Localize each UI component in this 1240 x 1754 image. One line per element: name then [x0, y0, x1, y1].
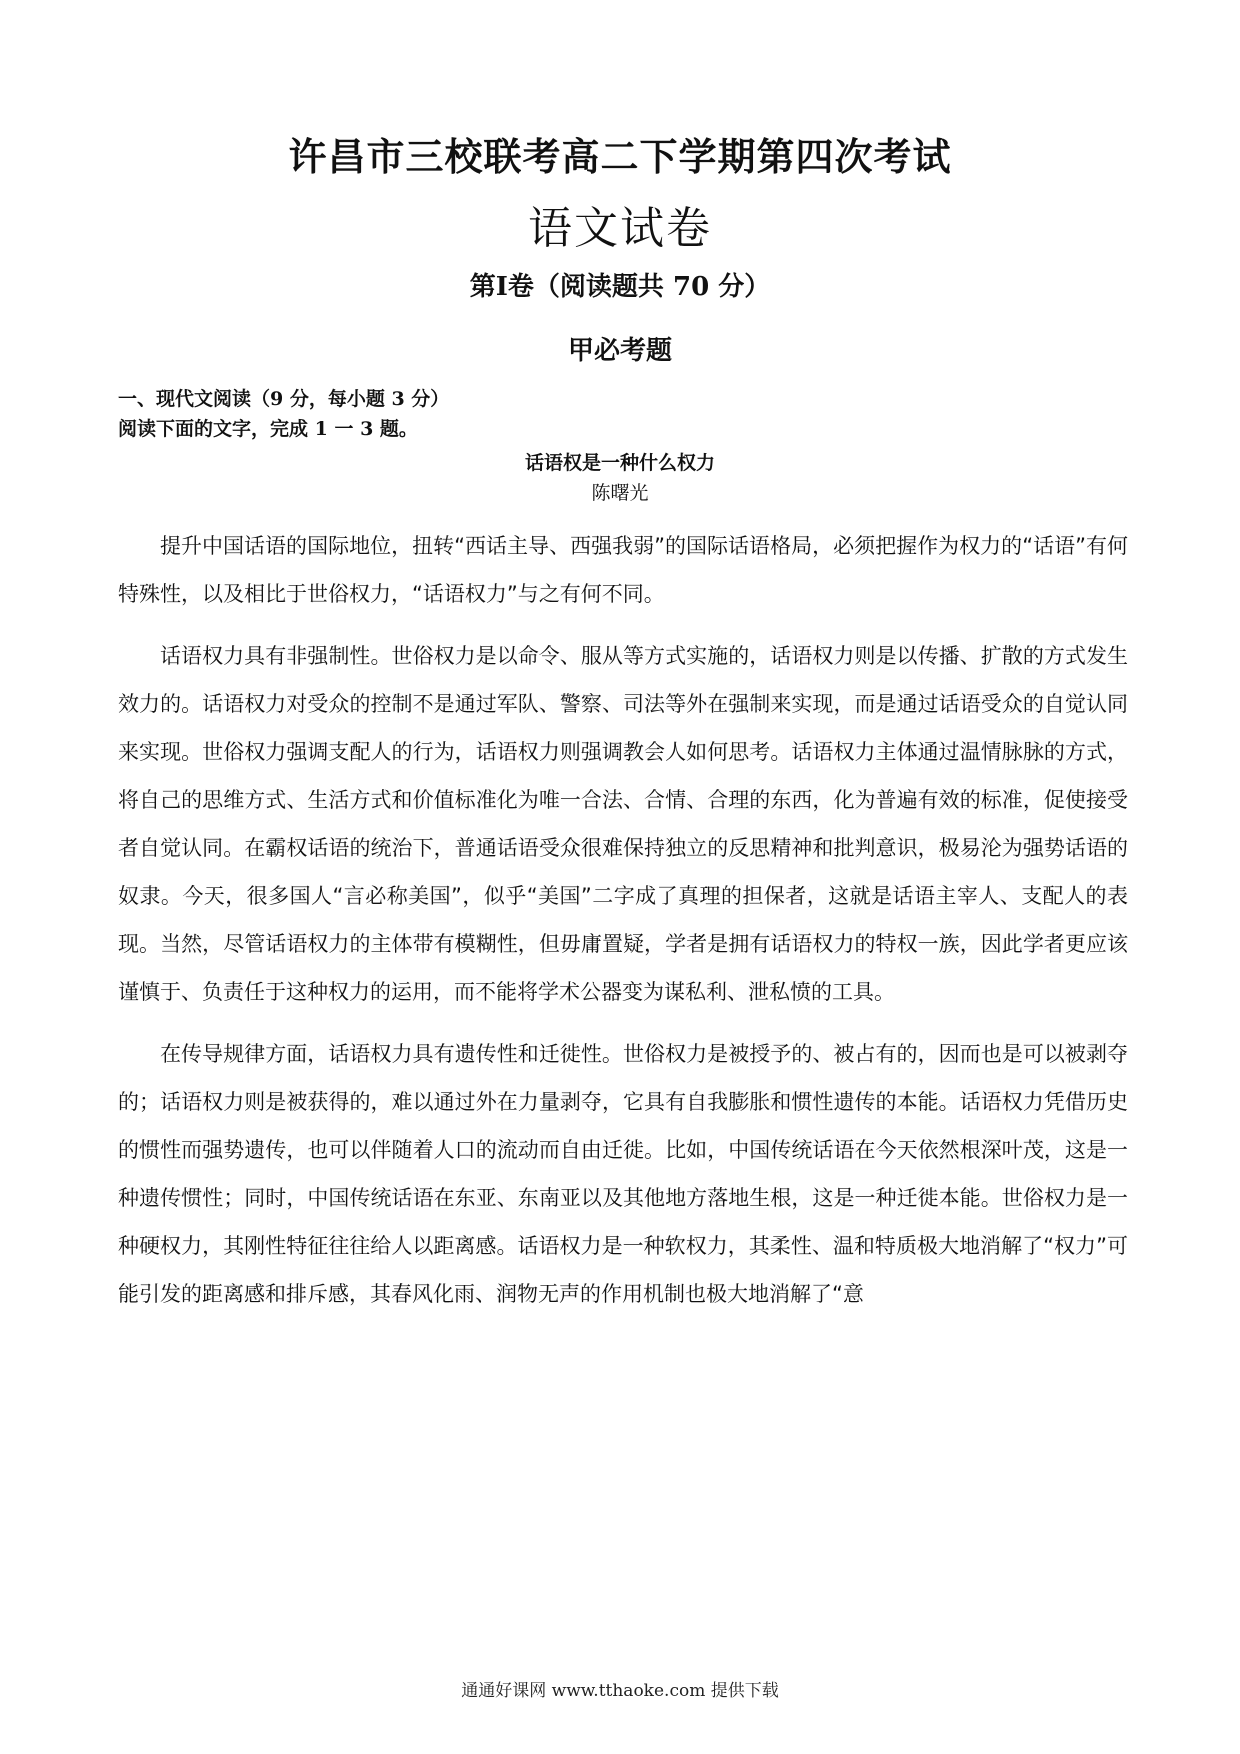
subject-title: 语文试卷 [528, 203, 712, 254]
question-instruction: 阅读下面的文字，完成 1 一 3 题。 [118, 418, 418, 440]
article-paragraph-1: 提升中国话语的国际地位，扭转“西话主导、西强我弱”的国际话语格局，必须把握作为权力的“话语”有何特殊性，以及相比于世俗权力，“话语权力”与之有何不同。 [118, 534, 1128, 606]
volume-title: 第Ⅰ卷（阅读题共 70 分） [469, 272, 771, 302]
article-author: 陈曙光 [591, 482, 649, 504]
article-paragraph-3: 在传导规律方面，话语权力具有遗传性和迁徙性。世俗权力是被授予的、被占有的，因而也是可以被剥夺的；话语权力则是被获得的，难以通过外在力量剥夺，它具有自我膨胀和惯性遗传的本能。话语权力凭借历史的惯性而强势遗传，也可以伴随着人口的流动而自由迁徙。比如，中国传统话语在今天依然根深叶茂，这是一种遗传惯性；同时，中国传统话语在东亚、东南亚以及其他地方落地生根，这是一种迁徙本能。世俗权力是一种硬权力，其刚性特征往往给人以距离感。话语权力是一种软权力，其柔性、温和特质极大地消解了“权力”可能引发的距离感和排斥感，其春风化雨、润物无声的作用机制也极大地消解了“意 [118, 1042, 1128, 1306]
download-footer: 通通好课网 www.tthaoke.com 提供下载 [461, 1681, 779, 1701]
question-heading: 一、现代文阅读（9 分，每小题 3 分） [118, 388, 450, 410]
section-title: 甲必考题 [567, 336, 672, 366]
exam-title: 许昌市三校联考高二下学期第四次考试 [288, 134, 952, 179]
article-title: 话语权是一种什么权力 [524, 452, 715, 474]
article-paragraph-2: 话语权力具有非强制性。世俗权力是以命令、服从等方式实施的，话语权力则是以传播、扩散的方式发生效力的。话语权力对受众的控制不是通过军队、警察、司法等外在强制来实现，而是通过话语受众的自觉认同来实现。世俗权力强调支配人的行为，话语权力则强调教会人如何思考。话语权力主体通过温情脉脉的方式，将自己的思维方式、生活方式和价值标准化为唯一合法、合情、合理的东西，化为普遍有效的标准，促使接受者自觉认同。在霸权话语的统治下，普通话语受众很难保持独立的反思精神和批判意识，极易沦为强势话语的奴隶。今天，很多国人“言必称美国”，似乎“美国”二字成了真理的担保者，这就是话语主宰人、支配人的表现。当然，尽管话语权力的主体带有模糊性，但毋庸置疑，学者是拥有话语权力的特权一族，因此学者更应该谨慎于、负责任于这种权力的运用，而不能将学术公器变为谋私利、泄私愤的工具。 [118, 644, 1128, 1004]
article-body [118, 522, 1128, 1332]
